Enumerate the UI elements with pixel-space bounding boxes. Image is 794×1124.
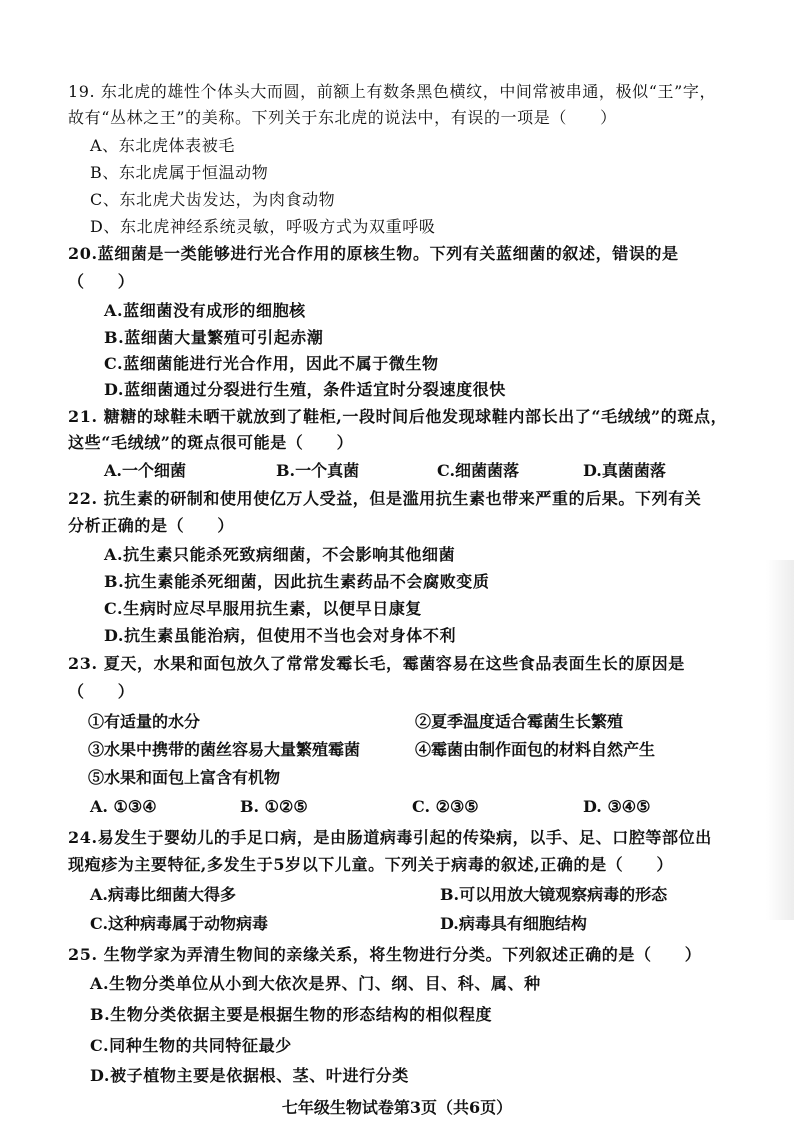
q20-option-b: B.蓝细菌大量繁殖可引起赤潮 [104,328,324,347]
q22-stem-line1: 22. 抗生素的研制和使用使亿万人受益，但是滥用抗生素也带来严重的后果。下列有关 [68,489,702,508]
q20-stem-line2: （ ） [68,272,135,291]
q19-option-d: D、东北虎神经系统灵敏，呼吸方式为双重呼吸 [90,217,436,236]
q19-option-b: B、东北虎属于恒温动物 [90,163,269,182]
q24-option-b: B.可以用放大镜观察病毒的形态 [440,885,668,904]
q19-stem-line2: 故有“丛林之王”的美称。下列关于东北虎的说法中，有误的一项是（ ） [68,108,617,127]
q23-item-3: ③水果中携带的菌丝容易大量繁殖霉菌 [88,740,361,759]
q21-stem-line2: 这些“毛绒绒”的斑点很可能是（ ） [68,433,354,452]
q22-option-c: C.生病时应尽早服用抗生素，以便早日康复 [104,599,423,618]
q24-option-a: A.病毒比细菌大得多 [90,885,236,904]
q23-stem-line1: 23. 夏天，水果和面包放久了常常发霉长毛，霉菌容易在这些食品表面生长的原因是 [68,654,685,673]
q20-option-c: C.蓝细菌能进行光合作用，因此不属于微生物 [104,354,439,373]
q20-option-a: A.蓝细菌没有成形的细胞核 [104,301,306,320]
q19-option-a: A、东北虎体表被毛 [90,136,235,155]
q22-option-d: D.抗生素虽能治病，但使用不当也会对身体不利 [104,626,457,645]
page-footer: 七年级生物试卷第3页（共6页） [281,1098,513,1117]
q23-stem-line2: （ ） [68,682,135,701]
q20-stem-line1: 20.蓝细菌是一类能够进行光合作用的原核生物。下列有关蓝细菌的叙述，错误的是 [68,244,679,263]
q22-option-a: A.抗生素只能杀死致病细菌，不会影响其他细菌 [104,545,456,564]
q25-option-a: A.生物分类单位从小到大依次是界、门、纲、目、科、属、种 [90,974,541,993]
q21-option-c: C.细菌菌落 [437,461,520,480]
q25-option-d: D.被子植物主要是依据根、茎、叶进行分类 [90,1066,409,1085]
q23-item-2: ②夏季温度适合霉菌生长繁殖 [415,712,624,731]
q24-stem-line1: 24.易发生于婴幼儿的手足口病，是由肠道病毒引起的传染病，以手、足、口腔等部位出 [68,828,712,847]
q21-stem-line1: 21. 糖糖的球鞋未晒干就放到了鞋柜,一段时间后他发现球鞋内部长出了“毛绒绒”的斑点， [68,407,728,426]
q23-item-4: ④霉菌由制作面包的材料自然产生 [415,740,656,759]
q19-stem-line1: 19. 东北虎的雄性个体头大而圆，前额上有数条黑色横纹，中间常被串通，极似“王”字， [68,82,717,101]
q21-option-b: B.一个真菌 [276,461,360,480]
q25-option-b: B.生物分类依据主要是根据生物的形态结构的相似程度 [90,1005,493,1024]
q21-option-a: A.一个细菌 [104,461,186,480]
scan-edge-shadow [766,560,794,920]
q23-option-c: C. ②③⑤ [412,797,479,816]
q23-option-d: D. ③④⑤ [583,797,651,816]
q25-option-c: C.同种生物的共同特征最少 [90,1036,292,1055]
q22-stem-line2: 分析正确的是（ ） [68,516,235,535]
q24-option-d: D.病毒具有细胞结构 [440,914,587,933]
q21-option-d: D.真菌菌落 [583,461,666,480]
q22-option-b: B.抗生素能杀死细菌，因此抗生素药品不会腐败变质 [104,572,490,591]
q23-option-b: B. ①②⑤ [240,797,308,816]
q23-item-1: ①有适量的水分 [88,712,201,731]
q23-item-5: ⑤水果和面包上富含有机物 [88,768,281,787]
q24-option-c: C.这种病毒属于动物病毒 [90,914,269,933]
q23-option-a: A. ①③④ [90,797,157,816]
q19-option-c: C、东北虎犬齿发达，为肉食动物 [90,190,336,209]
q24-stem-line2: 现疱疹为主要特征,多发生于5岁以下儿童。下列关于病毒的叙述,正确的是（ ） [68,855,674,874]
q25-stem-line1: 25. 生物学家为弄清生物间的亲缘关系，将生物进行分类。下列叙述正确的是（ ） [68,945,702,964]
q20-option-d: D.蓝细菌通过分裂进行生殖，条件适宜时分裂速度很快 [104,380,506,399]
